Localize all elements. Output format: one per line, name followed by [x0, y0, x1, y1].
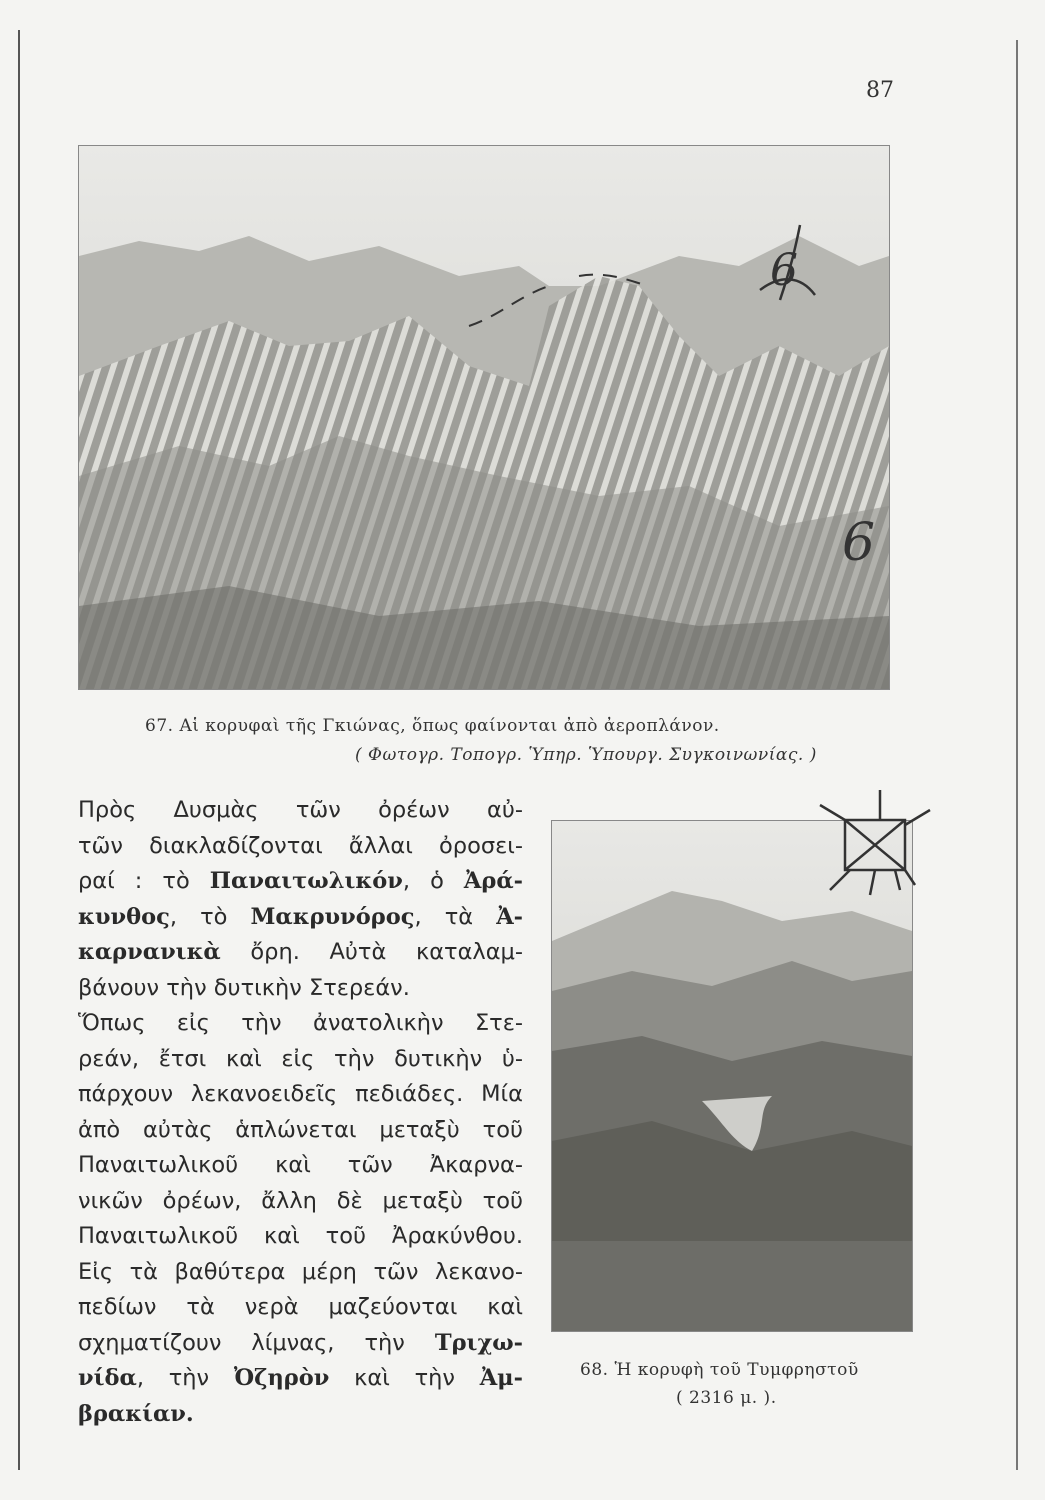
body-text-run: , τὸ — [169, 903, 251, 930]
body-line — [78, 864, 523, 900]
body-line — [78, 1290, 523, 1326]
figure-68-caption-elevation: ( 2316 μ. ). — [676, 1388, 777, 1408]
body-term-bold: Τριχω- — [434, 1329, 523, 1356]
body-text-run: Ὅπως εἰς τὴν ἀνατολικὴν Στε- — [78, 1010, 523, 1036]
body-text-run: τῶν διακλαδίζονται ἄλλαι ὀροσει- — [78, 832, 523, 859]
figure-67-caption: 67. Αἱ κορυφαὶ τῆς Γκιώνας, ὅπως φαίνονται ἀπὸ ἀεροπλάνον. — [145, 716, 720, 736]
body-text-run: ρεάν, ἔτσι καὶ εἰς τὴν δυτικὴν ὑ- — [78, 1045, 523, 1072]
body-text-run: ραί : τὸ — [78, 868, 210, 894]
body-text-run: Παναιτωλικοῦ καὶ τοῦ Ἀρακύνθου. — [78, 1223, 523, 1249]
body-line — [78, 1326, 523, 1362]
page-edge-right — [1016, 40, 1018, 1470]
body-text-run: σχηματίζουν λίμνας, τὴν — [78, 1329, 435, 1356]
body-text-run: , ὁ — [402, 868, 464, 894]
body-line — [78, 793, 523, 829]
body-line — [78, 1397, 523, 1433]
body-line — [78, 1077, 523, 1113]
body-line — [78, 935, 523, 971]
body-line — [78, 1184, 523, 1220]
body-term-bold: Μακρυνόρος — [250, 903, 415, 930]
body-line — [78, 1255, 523, 1291]
body-text — [78, 793, 523, 1432]
body-term-bold: Ἀρά- — [463, 868, 523, 894]
figure-68-caption: 68. Ἡ κορυφὴ τοῦ Τυμφρηστοῦ — [580, 1360, 859, 1380]
body-text-run: ὄρη. Αὐτὰ καταλαμ- — [220, 939, 523, 965]
body-term-bold: νίδα — [78, 1365, 137, 1391]
body-text-run: Πρὸς Δυσμὰς τῶν ὀρέων αὐ- — [78, 797, 523, 823]
body-text-run: πάρχουν λεκανοειδεῖς πεδιάδες. Μία — [78, 1081, 523, 1107]
body-line — [78, 1361, 523, 1397]
body-term-bold: Ἀμ- — [479, 1365, 523, 1391]
body-line — [78, 900, 523, 936]
body-line — [78, 1113, 523, 1149]
body-line — [78, 1006, 523, 1042]
body-term-bold: Παναιτωλικόν — [209, 868, 403, 894]
body-term-bold: κυνθος — [78, 903, 170, 930]
body-text-run: , τὰ — [414, 903, 497, 930]
body-line — [78, 1148, 523, 1184]
body-line — [78, 829, 523, 865]
body-line — [78, 971, 523, 1007]
body-line — [78, 1219, 523, 1255]
body-term-bold: Ἀ- — [496, 903, 523, 930]
body-term-bold: Ὀζηρὸν — [233, 1365, 330, 1391]
body-line — [78, 1042, 523, 1078]
body-term-bold: βρακίαν. — [78, 1400, 194, 1427]
body-text-run: νικῶν ὀρέων, ἄλλη δὲ μεταξὺ τοῦ — [78, 1187, 523, 1214]
photo-giona-peaks — [78, 145, 890, 690]
photo-tymfristos — [551, 820, 913, 1332]
body-text-run: , τὴν — [136, 1365, 234, 1391]
page-number: 87 — [866, 78, 894, 103]
body-text-run: ἀπὸ αὐτὰς ἁπλώνεται μεταξὺ τοῦ — [78, 1116, 523, 1143]
handwritten-digit-2: 6 — [842, 513, 876, 573]
body-text-run: Εἰς τὰ βαθύτερα μέρη τῶν λεκανο- — [78, 1258, 523, 1285]
body-text-run: βάνουν τὴν δυτικὴν Στερεάν. — [78, 974, 410, 1001]
figure-67-credit: ( Φωτογρ. Τοπογρ. Ὑπηρ. Ὑπουργ. Συγκοινωνίας. ) — [355, 745, 817, 765]
body-text-run: καὶ τὴν — [329, 1365, 480, 1391]
body-term-bold: καρνανικὰ — [78, 939, 221, 965]
handwritten-digit-1: 6 — [770, 245, 798, 296]
page-edge-left — [18, 30, 20, 1470]
body-text-run: Παναιτωλικοῦ καὶ τῶν Ἀκαρνα- — [78, 1152, 523, 1178]
body-text-run: πεδίων τὰ νερὰ μαζεύονται καὶ — [78, 1294, 523, 1320]
